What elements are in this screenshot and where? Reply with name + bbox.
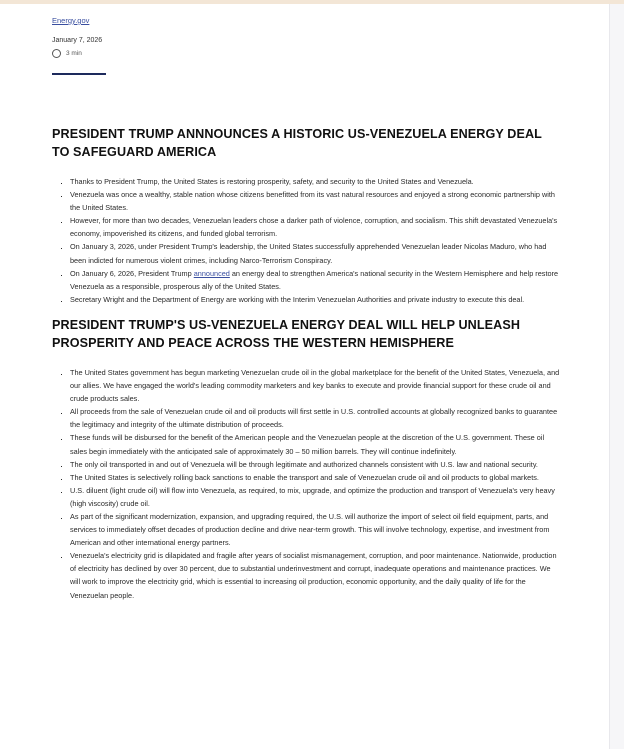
list-item: ▪ The United States is selectively rolling back sanctions to enable the transport and sale of Venezuelan crude oil and oil products to global markets. (70, 471, 562, 484)
text: an energy deal to strengthen America's national security in the Western Hemisphere and help restore Venezuela as a responsible, prosperous ally of the United States. (70, 268, 559, 291)
bullet-list (52, 366, 562, 602)
section-heading: PRESIDENT TRUMP'S US-VENEZUELA ENERGY DEAL WILL HELP UNLEASH PROSPERITY AND PEACE ACROSS THE WESTERN HEMISPHERE (52, 317, 521, 350)
timer-icon (52, 49, 61, 58)
article (52, 10, 562, 602)
announced-link[interactable]: announced (193, 268, 230, 278)
list-item: ▪ On January 3, 2026, under President Trump's leadership, the United States successfully apprehended Venezuelan leader Nicolas Maduro, who had been indicted for numerous violent crimes, including Narco-Terrorism Conspiracy. (70, 240, 562, 266)
list-item: ▪ The only oil transported in and out of Venezuela will be through legitimate and authorized channels consistent with U.S. law and national security. (70, 458, 562, 471)
section-heading: PRESIDENT TRUMP ANNNOUNCES A HISTORIC US-VENEZUELA ENERGY DEAL TO SAFEGUARD AMERICA (52, 127, 542, 159)
list-item (70, 267, 562, 293)
list-item: ▪ The United States government has begun marketing Venezuelan crude oil in the global marketplace for the benefit of the United States, Venezuela, and our allies. We have engaged the world's leading commodity marketers and key banks to execute and provide financial support for these crude oil and crude products sales. (70, 366, 562, 405)
list-item: ▪ Secretary Wright and the Department of Energy are working with the Interim Venezuelan Authorities and private industry to execute this deal. (70, 293, 562, 306)
list-item: ▪ U.S. diluent (light crude oil) will flow into Venezuela, as required, to mix, upgrade, and optimize the production and transport of Venezuela's very heavy (high viscosity) crude oil. (70, 484, 562, 510)
list-item: ▪ As part of the significant modernization, expansion, and upgrading required, the U.S. will authorize the import of select oil field equipment, parts, and services to immediately offset decades of production decline and drive near-term growth. This will involve technology, expertise, and investment from American and other international energy partners. (70, 510, 562, 549)
scrollbar-track[interactable] (609, 4, 624, 749)
list-item: ▪ All proceeds from the sale of Venezuelan crude oil and oil products will first settle in U.S. controlled accounts at globally recognized banks to guarantee the legitimacy and integrity of the ultimate distribution of proceeds. (70, 405, 562, 431)
top-border (0, 0, 624, 4)
source-link[interactable]: Energy.gov (52, 16, 90, 25)
list-item: ▪ Venezuela's electricity grid is dilapidated and fragile after years of socialist mismanagement, corruption, and poor maintenance. Nationwide, production of electricity has declined by over 30 percent, due to substantial underinvestment and corrupt, inadequate operations and maintenance practices. We will work to improve the electricity grid, which is essential to increasing oil production, economic opportunity, and the daily quality of life for the Venezuelan people. (70, 549, 562, 601)
divider (52, 73, 106, 75)
list-item: ▪ These funds will be disbursed for the benefit of the American people and the Venezuelan people at the discretion of the U.S. government. These oil sales begin immediately with the anticipated sale of approximately 30 – 50 million barrels. They will continue indefinitely. (70, 431, 562, 457)
list-item: ▪ However, for more than two decades, Venezuelan leaders chose a darker path of violence, corruption, and socialism. This shift devastated Venezuela's economy, impoverished its citizens, and funded global terrorism. (70, 214, 562, 240)
read-time (52, 49, 562, 58)
list-item: ▪ Thanks to President Trump, the United States is restoring prosperity, safety, and security to the United States and Venezuela. (70, 175, 562, 188)
publish-date: January 7, 2026 (52, 37, 103, 44)
read-time-label: 3 min (66, 50, 82, 57)
bullet-list (52, 175, 562, 306)
text: On January 6, 2026, President Trump (70, 268, 194, 278)
list-item: ▪ Venezuela was once a wealthy, stable nation whose citizens benefitted from its vast natural resources and enjoyed a strong economic partnership with the United States. (70, 188, 562, 214)
